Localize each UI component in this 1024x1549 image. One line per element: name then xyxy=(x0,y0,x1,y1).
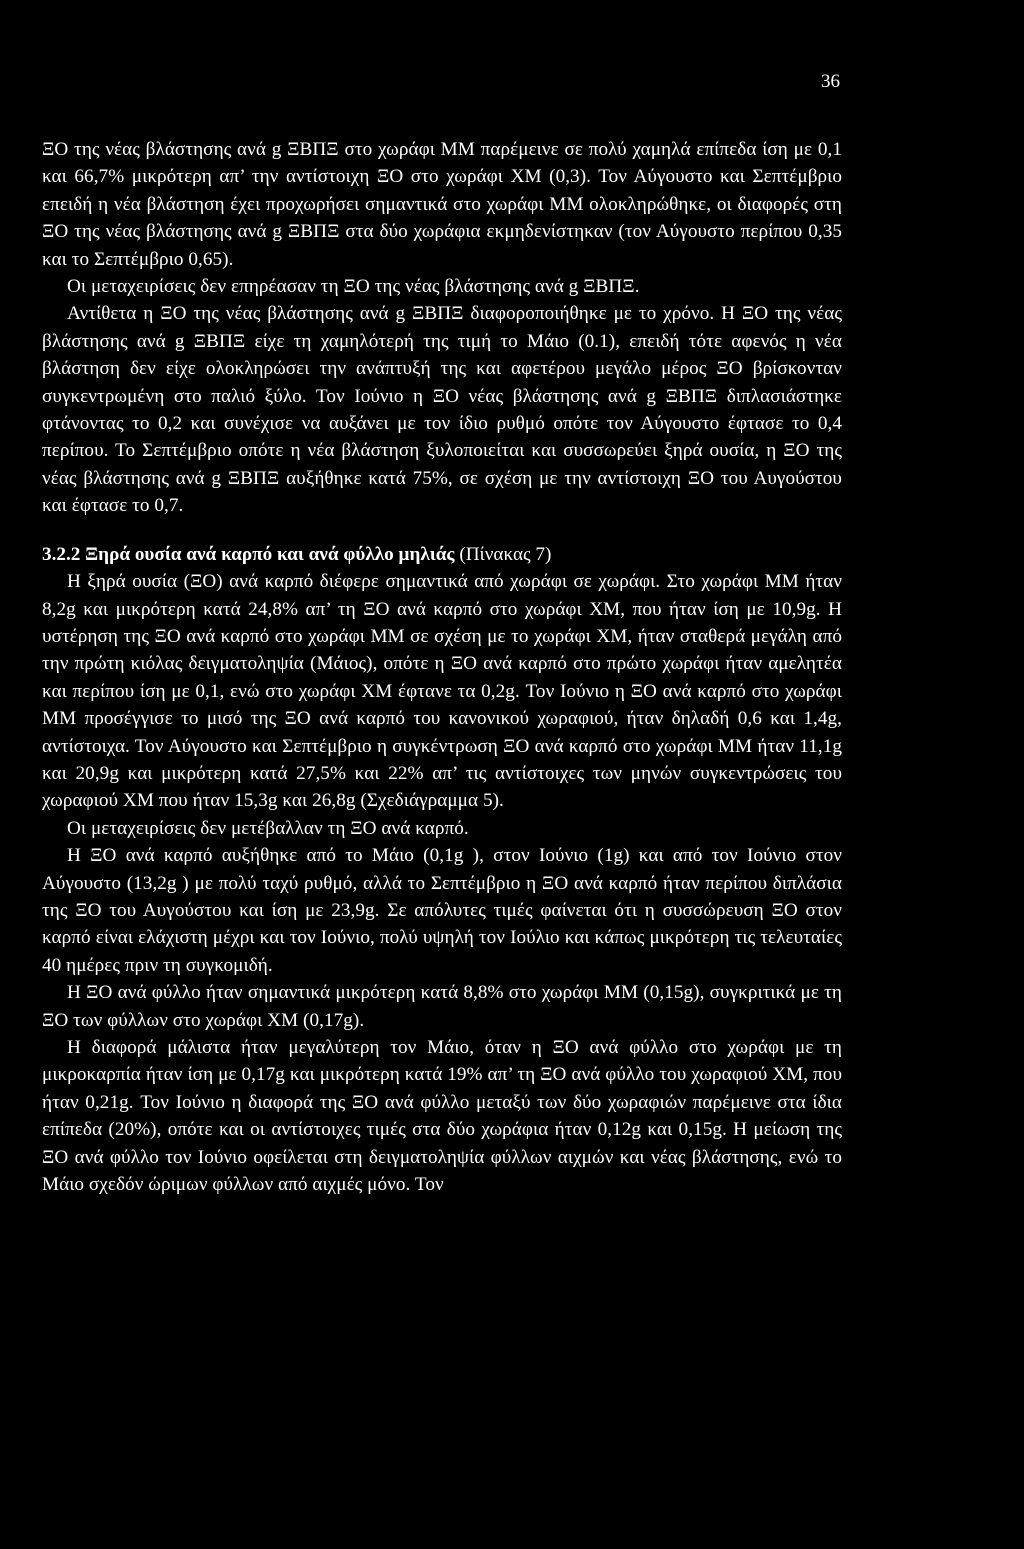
section-spacer xyxy=(42,520,842,541)
paragraph-intro-2: Οι μεταχειρίσεις δεν επηρέασαν τη ΞΟ της νέας βλάστησης ανά g ΞΒΠΞ. xyxy=(67,276,640,298)
section-heading xyxy=(42,541,842,568)
paragraph-section-2: Οι μεταχειρίσεις δεν μετέβαλλαν τη ΞΟ ανά καρπό. xyxy=(67,817,469,839)
paragraph-section-5: Η διαφορά μάλιστα ήταν μεγαλύτερη τον Μάιο, όταν η ΞΟ ανά φύλλο στο χωράφι με τη μικροκαρπία ήταν ίση με 0,17g και μικρότερη κατά 19% απ’ τη ΞΟ ανά φύλλο του χωραφιού ΧΜ, που ήταν 0,21g. Τον Ιούνιο η διαφορά της ΞΟ ανά φύλλο μεταξύ των δύο χωραφιών παρέμεινε στα ίδια επίπεδα (20%), οπότε και οι αντίστοιχες τιμές στα δύο χωράφια ήταν 0,12g και 0,15g. Η μείωση της ΞΟ ανά φύλλο τον Ιούνιο οφείλεται στη δειγματοληψία φύλλων αιχμών και νέας βλάστησης, ενώ το Μάιο σχεδόν ώριμων φύλλων από αιχμές μόνο. Τον xyxy=(42,1037,842,1196)
page-number: 36 xyxy=(821,71,840,92)
paragraph-intro-3: Αντίθετα η ΞΟ της νέας βλάστησης ανά g ΞΒΠΞ διαφοροποιήθηκε με το χρόνο. Η ΞΟ της νέας βλάστησης ανά g ΞΒΠΞ είχε τη χαμηλότερή της τιμή το Μάιο (0.1), επειδή τότε αφενός η νέα βλάστηση δεν είχε ολοκληρώσει την ανάπτυξή της και αφετέρου μεγάλο μέρος ΞΟ βρίσκονταν συγκεντρωμένη στο παλιό ξύλο. Τον Ιούνιο η ΞΟ νέας βλάστησης ανά g ΞΒΠΞ διπλασιάστηκε φτάνοντας το 0,2 και συνέχισε να αυξάνει με τον ίδιο ρυθμό οπότε τον Αύγουστο έφτασε το 0,4 περίπου. Το Σεπτέμβριο οπότε η νέα βλάστηση ξυλοποιείται και συσσωρεύει ξηρά ουσία, η ΞΟ της νέας βλάστησης ανά g ΞΒΠΞ αυξήθηκε κατά 75%, σε σχέση με την αντίστοιχη ΞΟ του Αυγούστου και έφτασε το 0,7. xyxy=(42,303,842,517)
section-number: 3.2.2 xyxy=(42,543,81,565)
paragraph-section-4: Η ΞΟ ανά φύλλο ήταν σημαντικά μικρότερη κατά 8,8% στο χωράφι ΜΜ (0,15g), συγκριτικά με τη ΞΟ των φύλλων στο χωράφι ΧΜ (0,17g). xyxy=(42,982,842,1031)
page-body xyxy=(42,136,842,1198)
paragraph-intro-1: ΞΟ της νέας βλάστησης ανά g ΞΒΠΞ στο χωράφι ΜΜ παρέμεινε σε πολύ χαμηλά επίπεδα ίση με 0,1 και 66,7% μικρότερη απ’ την αντίστοιχη ΞΟ στο χωράφι ΧΜ (0,3). Τον Αύγουστο και Σεπτέμβριο επειδή η νέα βλάστηση έχει προχωρήσει σημαντικά στο χωράφι ΜΜ ολοκληρώθηκε, οι διαφορές στη ΞΟ της νέας βλάστησης ανά g ΞΒΠΞ στα δύο χωράφια εκμηδενίστηκαν (τον Αύγουστο περίπου 0,35 και το Σεπτέμβριο 0,65). xyxy=(42,139,842,270)
paragraph-section-1: Η ξηρά ουσία (ΞΟ) ανά καρπό διέφερε σημαντικά από χωράφι σε χωράφι. Στο χωράφι ΜΜ ήταν 8,2g και μικρότερη κατά 24,8% απ’ τη ΞΟ ανά καρπό στο χωράφι ΧΜ, που ήταν ίση με 10,9g. Η υστέρηση της ΞΟ ανά καρπό στο χωράφι ΜΜ σε σχέση με το χωράφι ΧΜ, ήταν σταθερά μεγάλη από την πρώτη κιόλας δειγματοληψία (Μάιος), οπότε η ΞΟ ανά καρπό στο πρώτο χωράφι ήταν αμελητέα και περίπου ίση με 0,1, ενώ στο χωράφι ΧΜ έφτανε τα 0,2g. Τον Ιούνιο η ΞΟ ανά καρπό στο χωράφι ΜΜ προσέγγισε το μισό της ΞΟ ανά καρπό του κανονικού χωραφιού, ήταν δηλαδή 0,6 και 1,4g, αντίστοιχα. Τον Αύγουστο και Σεπτέμβριο η συγκέντρωση ΞΟ ανά καρπό στο χωράφι ΜΜ ήταν 11,1g και 20,9g και μικρότερη κατά 27,5% και 22% απ’ τις αντίστοιχες των μηνών συγκεντρώσεις του χωραφιού ΧΜ που ήταν 15,3g και 26,8g (Σχεδιάγραμμα 5). xyxy=(42,571,842,812)
section-title: Ξηρά ουσία ανά καρπό και ανά φύλλο μηλιάς xyxy=(85,543,455,565)
section-table-ref: (Πίνακας 7) xyxy=(459,543,552,565)
paragraph-section-3: Η ΞΟ ανά καρπό αυξήθηκε από το Μάιο (0,1g ), στον Ιούνιο (1g) και από τον Ιούνιο στον Αύγουστο (13,2g ) με πολύ ταχύ ρυθμό, αλλά το Σεπτέμβριο η ΞΟ ανά καρπό ήταν περίπου διπλάσια της ΞΟ του Αυγούστου και ίση με 23,9g. Σε απόλυτες τιμές φαίνεται ότι η συσσώρευση ΞΟ στον καρπό είναι ελάχιστη μέχρι και τον Ιούνιο, πολύ υψηλή τον Ιούλιο και κάπως μικρότερη τις τελευταίες 40 ημέρες πριν τη συγκομιδή. xyxy=(42,845,842,976)
